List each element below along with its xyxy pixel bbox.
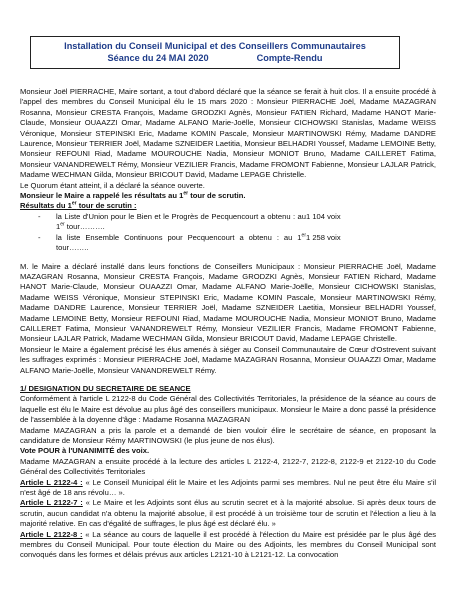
article-paragraph: Article L 2122-7 : « Le Maire et les Adjoints sont élus au scrutin secret et à la majorité absolue. Si après deux tours de scrutin, aucun candidat n'a obtenu la majorité absolue, il est procédé à un troisième tour de scrutin et l'élection a lieu à la majorité relative. En cas d'égalité de suffrages, le plus âgé est déclaré élu. » bbox=[20, 498, 436, 529]
community-council-paragraph: Monsieur le Maire a également précisé les élus amenés à siéger au Conseil Communautaire de Cœur d'Ostrevent suivant les suffrages exprimés : Monsieur PIERRACHE Joël, Madame MAZAGRAN Rosanna, Monsieur OUAAZZI Omar, Madame ALFANO Marie-Joëlle, Monsieur VANANDREWELT Rémy. bbox=[20, 344, 436, 375]
document-title: Installation du Conseil Municipal et des Conseillers Communautaires bbox=[64, 41, 366, 51]
document-body bbox=[20, 87, 436, 561]
list-item: - la Liste d'Union pour le Bien et le Progrès de Pecquencourt a obtenu : au 1er tour………. 1 104 voix bbox=[38, 211, 341, 232]
results-announcement: Monsieur le Maire a rappelé les résultats au 1er tour de scrutin. bbox=[20, 190, 246, 201]
roll-call-paragraph: Monsieur Joël PIERRACHE, Maire sortant, a tout d'abord déclaré que la séance se ferait à huit clos. Il a ensuite procédé à l'appel des membres du Conseil Municipal élu le 15 mars 2020 : Monsieur PIERRACHE Joël, Madame MAZAGRAN Rosanna, Monsieur CRESTA François, Madame GRODZKI Agnès, Monsieur FATIEN Richard, Madame HANOT Marie-Claude, Monsieur OUAAZZI Omar, Madame ALFANO Marie-Joëlle, Monsieur CICHOWSKI Stanislas, Madame WEISS Véronique, Monsieur STEPINSKI Eric, Madame KOMIN Pascale, Monsieur MARTINOWSKI Rémy, Madame DANDRE Laurence, Monsieur TERRIER Joël, Madame SZNEIDER Laetitia, Monsieur BELHADRI Youssef, Madame LEMOINE Betty, Monsieur REFOUNI Riad, Madame MOUROUCHE Nadia, Monsieur MONIOT Bruno, Madame CAILLERET Fatima, Monsieur VANANDREWELT Rémy, Monsieur VEZILIER Francis, Madame FROMONT Fabienne, Monsieur LAJLAR Patrick, Madame WECHMAN Gilda, Monsieur BRICOUT David, Madame LEPAGE Christelle. bbox=[20, 87, 436, 180]
results-heading: Résultats du 1er tour de scrutin : bbox=[20, 200, 137, 211]
document-page bbox=[20, 36, 436, 561]
result-votes: 1 104 voix bbox=[306, 211, 341, 221]
results-list bbox=[20, 212, 436, 254]
session-date: Séance du 24 MAI 2020 bbox=[107, 53, 209, 63]
article-paragraph: Article L 2122-8 : « La séance au cours de laquelle il est procédé à l'élection du Maire est présidée par le plus âgé des membres du Conseil Municipal. Pour toute élection du Maire ou des Adjoints, les membres du Conseil Municipal sont convoqués dans les formes et délais prévus aux articles L2121-10 à L2121-12. La convocation bbox=[20, 529, 436, 560]
title-subline bbox=[31, 52, 399, 64]
section-heading: 1/ DESIGNATION DU SECRETAIRE DE SEANCE bbox=[20, 383, 191, 393]
presidency-paragraph: Conformément à l'article L 2122-8 du Code Général des Collectivités Territoriales, la présidence de la séance au cours de laquelle est élu le Maire est dévolue au plus âgé des conseillers municipaux. Monsieur le Maire a donc passé la présidence de l'assemblée à la doyenne d'âge : Madame Rosanna MAZAGRAN bbox=[20, 394, 436, 425]
list-item: - la liste Ensemble Continuons pour Pecquencourt a obtenu : au 1er tour…….. 1 258 voix bbox=[38, 232, 341, 253]
article-paragraph: Article L 2122-4 : « Le Conseil Municipal élit le Maire et les Adjoints parmi ses membres. Nul ne peut être élu Maire s'il n'est âgé de 18 ans révolu… ». bbox=[20, 477, 437, 498]
vote-result: Vote POUR à l'UNANIMITÉ des voix. bbox=[20, 446, 150, 456]
result-votes: 1 258 voix bbox=[306, 232, 341, 242]
installation-paragraph: M. le Maire a déclaré installé dans leurs fonctions de Conseillers Municipaux : Monsieur PIERRACHE Joël, Madame MAZAGRAN Rosanna, Monsieur CRESTA François, Madame GRODZKI Agnès, Monsieur FATIEN Richard, Madame HANOT Marie-Claude, Monsieur OUAAZZI Omar, Madame ALFANO Marie-Joëlle, Monsieur CICHOWSKI Stanislas, Madame WEISS Véronique, Monsieur STEPINSKI Eric, Madame KOMIN Pascale, Monsieur MARTINOWSKI Rémy, Madame DANDRE Laurence, Monsieur TERRIER Joël, Madame SZNEIDER Laetitia, Monsieur BELHADRI Youssef, Madame LEMOINE Betty, Monsieur REFOUNI Riad, Madame MOUROUCHE Nadia, Monsieur MONIOT Bruno, Madame CAILLERET Fatima, Monsieur VANANDREWELT Rémy, Monsieur VEZILIER Francis, Madame FROMONT Fabienne, Monsieur LAJLAR Patrick, Madame WECHMAN Gilda, Monsieur BRICOUT David, Madame LEPAGE Christelle. bbox=[20, 261, 436, 344]
secretary-paragraph: Madame MAZAGRAN a pris la parole et a demandé de bien vouloir élire le secrétaire de séance, en proposant la candidature de Monsieur Rémy MARTINOWSKI (le plus jeune de nos élus). bbox=[20, 425, 436, 445]
title-box bbox=[30, 36, 400, 69]
quorum-statement: Le Quorum étant atteint, il a déclaré la séance ouverte. bbox=[20, 180, 205, 190]
reading-paragraph: Madame MAZAGRAN a ensuite procédé à la lecture des articles L 2122-4, 2122-7, 2122-8, 2122-9 et 2122-10 du Code Général des Collectivités Territoriales bbox=[20, 456, 436, 477]
document-type-label: Compte-Rendu bbox=[256, 53, 323, 63]
